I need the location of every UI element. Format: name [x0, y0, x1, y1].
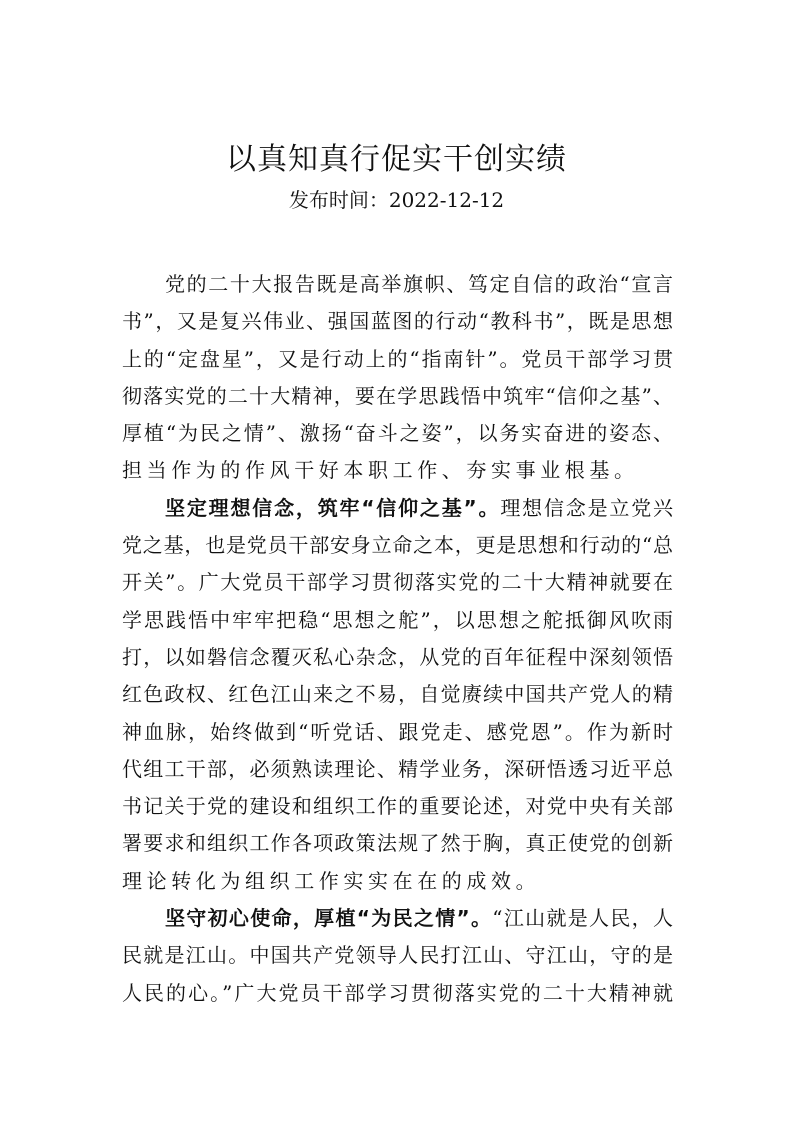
line-text: 红色政权、红色江山来之不易，自觉赓续中国共产党人的精 [122, 682, 673, 707]
text-line [122, 303, 673, 340]
text-line [122, 452, 673, 489]
text-line [122, 378, 673, 415]
text-line [122, 788, 673, 825]
line-text: 开关”。广大党员干部学习贯彻落实党的二十大精神就要在 [122, 570, 673, 595]
bold-heading: 坚定理想信念，筑牢“信仰之基”。 [165, 495, 501, 520]
publish-date: 发布时间：2022-12-12 [288, 188, 505, 212]
paragraph [122, 490, 673, 900]
text-line [122, 825, 673, 862]
bold-heading: 坚守初心使命，厚植“为民之情”。 [165, 906, 493, 931]
text-line [122, 751, 673, 788]
line-text: 民就是江山。中国共产党领导人民打江山、守江山，守的是 [122, 943, 673, 968]
line-text: 彻落实党的二十大精神，要在学思践悟中筑牢“信仰之基”、 [122, 383, 673, 408]
line-text: 书”，又是复兴伟业、强国蓝图的行动“教科书”，既是思想 [122, 309, 673, 334]
line-text: 担当作为的作风干好本职工作、夯实事业根基。 [122, 458, 639, 483]
text-line [122, 266, 673, 303]
line-text: 厚植“为民之情”、激扬“奋斗之姿”，以务实奋进的姿态、 [122, 421, 673, 446]
line-text: 上的“定盘星”，又是行动上的“指南针”。党员干部学习贯 [122, 346, 673, 371]
text-line [122, 415, 673, 452]
paragraph [122, 266, 673, 490]
line-text: 打，以如磐信念覆灭私心杂念，从党的百年征程中深刻领悟 [122, 644, 673, 669]
text-line [122, 527, 673, 564]
text-line [122, 639, 673, 676]
line-text: 党的二十大报告既是高举旗帜、笃定自信的政治“宣言 [165, 272, 673, 296]
text-line [122, 564, 673, 601]
text-line [122, 490, 673, 527]
line-text: 人民的心。”广大党员干部学习贯彻落实党的二十大精神就 [122, 980, 673, 1005]
line-text: 署要求和组织工作各项政策法规了然于胸，真正使党的创新 [122, 831, 673, 856]
text-line [122, 900, 673, 937]
article-title: 以真知真行促实干创实绩 [226, 142, 567, 177]
text-line [122, 676, 673, 713]
text-line [122, 714, 673, 751]
line-text: 学思践悟中牢牢把稳“思想之舵”，以思想之舵抵御风吹雨 [122, 607, 673, 632]
line-text: 神血脉，始终做到“听党话、跟党走、感党恩”。作为新时 [122, 719, 673, 744]
article-body [122, 266, 673, 1012]
text-line [122, 975, 673, 1012]
line-text: 理论转化为组织工作实实在在的成效。 [122, 868, 541, 893]
paragraph [122, 900, 673, 1012]
line-text: 代组工干部，必须熟读理论、精学业务，深研悟透习近平总 [122, 756, 673, 781]
text-line [122, 341, 673, 378]
text-line [122, 602, 673, 639]
text-line [122, 937, 673, 974]
line-text: 党之基，也是党员干部安身立命之本，更是思想和行动的“总 [122, 533, 673, 558]
line-text: “江山就是人民，人 [492, 906, 673, 931]
text-line [122, 863, 673, 900]
line-text: 理想信念是立党兴 [500, 495, 674, 520]
line-text: 书记关于党的建设和组织工作的重要论述，对党中央有关部 [122, 794, 673, 819]
